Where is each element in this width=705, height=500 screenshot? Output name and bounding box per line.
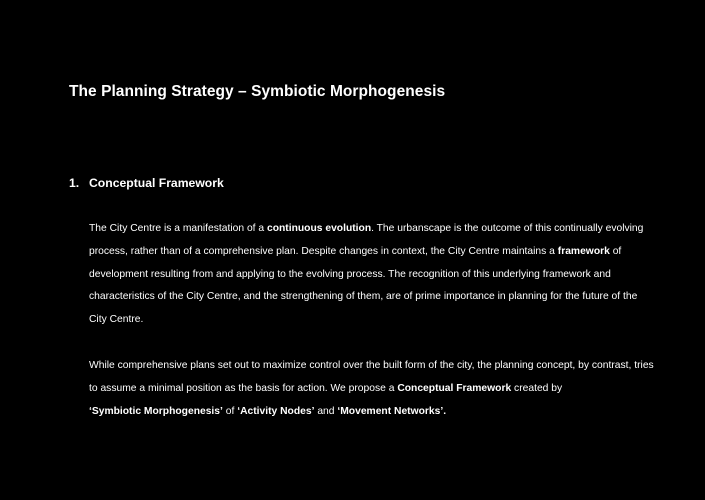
text-line — [89, 401, 669, 424]
text-line: characteristics of the City Centre, and the strengthening of them, are of prime importance in planning for the future of the — [89, 291, 638, 303]
text-run: and — [314, 405, 338, 417]
emphasis-movement-networks: ‘Movement Networks’. — [337, 405, 447, 417]
text-line — [89, 218, 669, 241]
text-line: development resulting from and applying to the evolving process. The recognition of this underlying framework and — [89, 268, 611, 280]
paragraph-continuous-evolution — [89, 218, 669, 332]
section-heading — [69, 176, 224, 190]
section-number: 1. — [69, 176, 80, 190]
text-line: While comprehensive plans set out to maximize control over the built form of the city, the planning concept, by contrast, tries — [89, 360, 654, 371]
emphasis-framework: framework — [557, 245, 610, 257]
text-run: of — [222, 405, 238, 417]
emphasis-continuous-evolution: continuous evolution — [267, 223, 372, 234]
text-line — [89, 241, 669, 264]
text-run: process, rather than of a comprehensive plan. Despite changes in context, the City Centre maintains a — [89, 245, 558, 257]
emphasis-activity-nodes: ‘Activity Nodes’ — [237, 405, 315, 417]
text-line — [89, 378, 669, 401]
emphasis-symbiotic-morphogenesis: ‘Symbiotic Morphogenesis’ — [89, 405, 223, 417]
text-run: to assume a minimal position as the basis for action. We propose a — [89, 382, 398, 394]
emphasis-conceptual-framework: Conceptual Framework — [397, 382, 512, 394]
text-line: City Centre. — [89, 314, 144, 326]
paragraph-planning-concept — [89, 355, 669, 423]
text-run: The City Centre is a manifestation of a — [89, 223, 267, 234]
text-run: created by — [511, 382, 563, 394]
text-run: of — [609, 245, 622, 257]
slide-title: The Planning Strategy – Symbiotic Morphogenesis — [69, 83, 446, 100]
text-run: . The urbanscape is the outcome of this continually evolving — [371, 223, 644, 234]
section-heading-text: Conceptual Framework — [89, 176, 224, 190]
